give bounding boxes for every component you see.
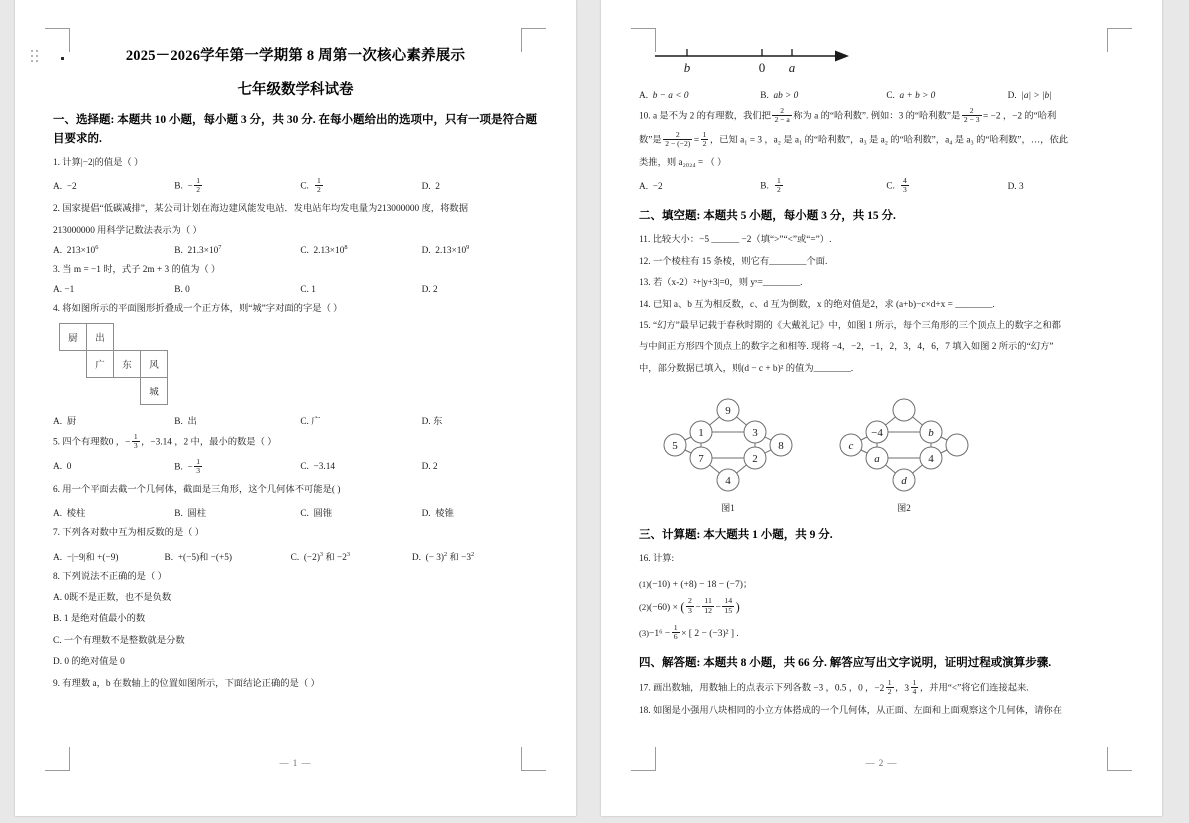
option-c[interactable]: C. −3.14	[300, 462, 336, 473]
question-1-stem: 1. 计算|−2|的值是（ ）	[53, 157, 144, 168]
question-16-item-2: (2)(−60) × ( $\frac{2}{3}$ − $\frac{11}{12}$ − $\frac{14}{15}$ )	[639, 596, 740, 615]
question-2-stem-line-1: 2. 国家提倡“低碳减排”，某公司计划在海边建风能发电站．发电站年均发电量为213000000 度，将数据	[53, 204, 468, 215]
question-18: 18. 如图是小强用八块相同的小立方体搭成的一个几何体，从正面、左面和上面观察这个几何体，请你在	[639, 706, 1063, 717]
question-3-options	[53, 285, 538, 295]
option-d[interactable]: D. 东	[421, 416, 443, 427]
net-cell: 城	[141, 377, 168, 404]
option-a[interactable]: A. −2	[53, 181, 77, 192]
net-cell-empty	[60, 377, 87, 404]
option-a[interactable]: A. 0	[53, 462, 72, 473]
number-line-label-0: 0	[758, 60, 766, 75]
option-b[interactable]: B. $21.3\times 10^7$	[174, 243, 222, 256]
question-6-stem: 6. 用一个平面去截一个几何体，截面是三角形，这个几何体不可能是( )	[53, 484, 341, 495]
option-b[interactable]: B. − $\frac{1}{3}$	[174, 456, 200, 475]
net-cell: 东	[114, 350, 141, 377]
cube-net-figure	[59, 323, 168, 405]
option-b[interactable]: B. 0	[174, 285, 190, 296]
net-row	[60, 323, 168, 350]
section-1-heading: 一、选择题: 本题共 10 小题，每小题 3 分，共 30 分. 在每小题给出的选项中，只有一项是符合题目要求的.	[53, 113, 537, 145]
page-1-content	[53, 40, 538, 691]
option-b[interactable]: B. 1 是绝对值最小的数	[53, 614, 146, 625]
question-2-options	[53, 243, 538, 256]
fig1-bottom-value: 4	[725, 475, 731, 488]
option-c[interactable]: C. $(-2)^3$ 和 $-2^3$	[290, 550, 351, 563]
option-b[interactable]: B. $\frac{1}{2}$	[760, 176, 781, 195]
section-3-heading: 三、计算题: 本大题共 1 小题，共 9 分.	[639, 529, 833, 542]
question-3-stem: 3. 当 m = −1 时，式子 2m + 3 的值为（ ）	[53, 264, 221, 275]
net-cell-empty	[141, 323, 168, 350]
option-b[interactable]: B. +(−5)和 −(+5)	[164, 552, 233, 563]
fig1-inner-tl-value: 1	[698, 427, 704, 440]
question-13: 13. 若（x-2）²+|y+3|=0，则 yˣ=________.	[639, 278, 803, 289]
number-line-svg	[649, 34, 859, 78]
option-c[interactable]: C. $\frac{4}{3}$	[886, 176, 907, 195]
section-4-heading: 四、解答题: 本题共 8 小题，共 66 分. 解答应写出文字说明，证明过程或演算步骤.	[639, 657, 1052, 670]
option-c[interactable]: C. 一个有理数不是整数就是分数	[53, 635, 185, 646]
question-4-options	[53, 413, 538, 427]
question-9-stem: 9. 有理数 a，b 在数轴上的位置如图所示，下面结论正确的是（ ）	[53, 678, 320, 689]
question-10-stem-line-1: 10. a 是不为 2 的有理数，我们把 $\frac{2}{2 - a}$ 称为 a 的“哈利数”. 例如：3 的“哈利数”是 $\frac{2}{2 - 3}$ = −2 ，−2 的“哈利	[639, 105, 1057, 124]
option-c[interactable]: C. 圆锥	[300, 509, 333, 520]
question-14: 14. 已知 a、b 互为相反数，c、d 互为倒数，x 的绝对值是2，求 (a+b)−c×d+x = ________.	[639, 299, 995, 310]
fig2-left-value: c	[848, 440, 854, 453]
option-d[interactable]: D. 棱锥	[421, 509, 454, 520]
option-d[interactable]: D. 2	[421, 462, 438, 473]
figure-1	[653, 388, 803, 514]
question-16-stem: 16. 计算:	[639, 554, 675, 565]
fig1-inner-br-value: 2	[752, 453, 758, 466]
question-5-stem: 5. 四个有理数0 ，− $\frac{1}{3}$ ，−3.14 ，2 中，最小的数是（ ）	[53, 431, 277, 450]
net-cell: 风	[141, 350, 168, 377]
option-d[interactable]: D. 0 的绝对值是 0	[53, 657, 125, 668]
option-a[interactable]: A. −1	[53, 285, 75, 296]
figure-1-svg	[653, 388, 803, 500]
option-c[interactable]: C. 广	[300, 416, 321, 427]
question-10-stem-line-2: 数”是 $\frac{2}{2 - (-2)}$ = $\frac{1}{2}$ ，已知 a₁ = 3 ，a₂ 是 a₁ 的“哈利数”，a₃ 是 a₂ 的“哈利数”，a₄ 是 a₃ 的“哈利数”，…，依此	[639, 129, 1069, 148]
option-a[interactable]: A. 厨	[53, 416, 77, 427]
net-row	[60, 377, 168, 404]
fig1-inner-tr-value: 3	[752, 427, 758, 440]
question-11: 11. 比较大小：−5 ______ −2（填“>”“<”或“=”）.	[639, 235, 832, 246]
option-b[interactable]: B. − $\frac{1}{2}$	[174, 175, 200, 194]
question-12: 12. 一个棱柱有 15 条棱，则它有________个面.	[639, 256, 828, 267]
question-6-options	[53, 505, 538, 519]
fig1-right-value: 8	[778, 440, 784, 453]
net-cell: 出	[87, 323, 114, 350]
question-10-stem-line-3: 类推，则 a₂₀₂₄ = （ ）	[639, 158, 727, 168]
option-a[interactable]: A. −2	[639, 181, 663, 192]
question-5-options	[53, 456, 538, 476]
page-2	[601, 0, 1162, 816]
fig2-inner-br-value: 4	[928, 453, 934, 466]
question-7-options	[53, 549, 538, 563]
drag-grip-icon[interactable]	[31, 50, 45, 66]
fig1-top-value: 9	[725, 405, 731, 418]
question-8-stem: 8. 下列说法不正确的是（ ）	[53, 571, 167, 582]
fig2-inner-bl-value: a	[874, 453, 880, 466]
net-cell-empty	[87, 377, 114, 404]
fig2-inner-tr-value: b	[928, 427, 934, 440]
number-line-figure	[649, 34, 1124, 83]
question-17: 17. 画出数轴，用数轴上的点表示下列各数 −3 ，0.5 ，0 ， −2 $\frac{1}{2}$ ， 3 $\frac{1}{4}$ ，并用“<”将它们连接起来.	[639, 678, 1029, 697]
option-a[interactable]: A. 0既不是正数，也不是负数	[53, 592, 172, 603]
option-b[interactable]: B. ab > 0	[760, 91, 799, 101]
fig1-left-value: 5	[672, 440, 678, 453]
option-c[interactable]: C. $2.13\times 10^8$	[300, 243, 348, 256]
option-c[interactable]: C. a + b > 0	[886, 91, 936, 101]
option-a[interactable]: A. −|−9|和 +(−9)	[53, 552, 119, 563]
option-d[interactable]: D. $2.13\times 10^9$	[421, 243, 470, 256]
option-c[interactable]: C. $\frac{1}{2}$	[300, 175, 321, 194]
question-9-options	[639, 91, 1124, 101]
option-c[interactable]: C. 1	[300, 285, 316, 296]
question-15-line-3: 中，部分数据已填入，则(d − c + b)² 的值为________.	[639, 363, 854, 374]
option-d[interactable]: D. |a| > |b|	[1007, 91, 1052, 101]
question-2-stem-line-2: 213000000 用科学记数法表示为（ ）	[53, 225, 202, 236]
question-4-stem: 4. 将如图所示的平面图形折叠成一个正方体，则“城”字对面的字是（ ）	[53, 304, 343, 315]
net-cell-empty	[114, 377, 141, 404]
question-7-stem: 7. 下列各对数中互为相反数的是（ ）	[53, 528, 205, 539]
option-a[interactable]: A. $213\times 10^6$	[53, 243, 99, 256]
option-a[interactable]: A. b − a < 0	[639, 91, 689, 101]
net-cell: 广	[87, 350, 114, 377]
question-15-line-1: 15. “幻方”最早记载于春秋时期的《大戴礼记》中，如图 1 所示，每个三角形的三个顶点上的数字之和都	[639, 321, 1061, 331]
figure-2-caption: 图2	[897, 503, 911, 514]
option-b[interactable]: B. 出	[174, 416, 197, 427]
exam-title: 2025－2026学年第一学期第 8 周第一次核心素养展示	[125, 48, 466, 64]
page-1	[15, 0, 576, 816]
net-cell-empty	[60, 350, 87, 377]
page-1-footer: — 1 —	[279, 758, 312, 768]
question-15-line-2: 与中间正方形四个顶点上的数字之和相等. 现将 −4，−2，−1，2，3，4，6，7 填入如图 2 所示的“幻方”	[639, 342, 1054, 353]
question-1-options	[53, 175, 538, 195]
figure-2	[829, 388, 979, 514]
fig2-inner-tl-value: −4	[871, 427, 883, 440]
exam-subtitle: 七年级数学科试卷	[237, 81, 354, 98]
number-line-label-b: b	[683, 60, 691, 75]
option-b[interactable]: B. 圆柱	[174, 509, 207, 520]
figure-2-svg	[829, 388, 979, 500]
fig1-inner-bl-value: 7	[698, 453, 704, 466]
page-2-footer: — 2 —	[865, 758, 898, 768]
figure-1-caption: 图1	[721, 503, 735, 514]
net-cell: 厨	[60, 323, 87, 350]
option-d[interactable]: D. 2	[421, 285, 438, 296]
section-2-heading: 二、填空题: 本题共 5 小题，每小题 3 分，共 15 分.	[639, 210, 896, 223]
net-row	[60, 350, 168, 377]
option-d[interactable]: D. 3	[1007, 181, 1024, 192]
net-cell-empty	[114, 323, 141, 350]
question-16-item-1: (1)(−10) + (+8) − 18 − (−7)；	[639, 578, 753, 590]
number-line-label-a: a	[788, 60, 796, 75]
question-10-options	[639, 178, 1124, 195]
option-d[interactable]: D. 2	[421, 181, 440, 192]
page-2-content	[639, 30, 1124, 719]
option-a[interactable]: A. 棱柱	[53, 509, 86, 520]
fig2-bottom-value: d	[901, 475, 907, 488]
question-16-item-3: (3)−1⁶ − $\frac{1}{6}$ × [ 2 − (−3)² ] .	[639, 622, 739, 641]
option-d[interactable]: D. (− 3)$^2$ 和 $-3^2$	[411, 550, 475, 563]
magic-square-figures	[653, 388, 1124, 514]
